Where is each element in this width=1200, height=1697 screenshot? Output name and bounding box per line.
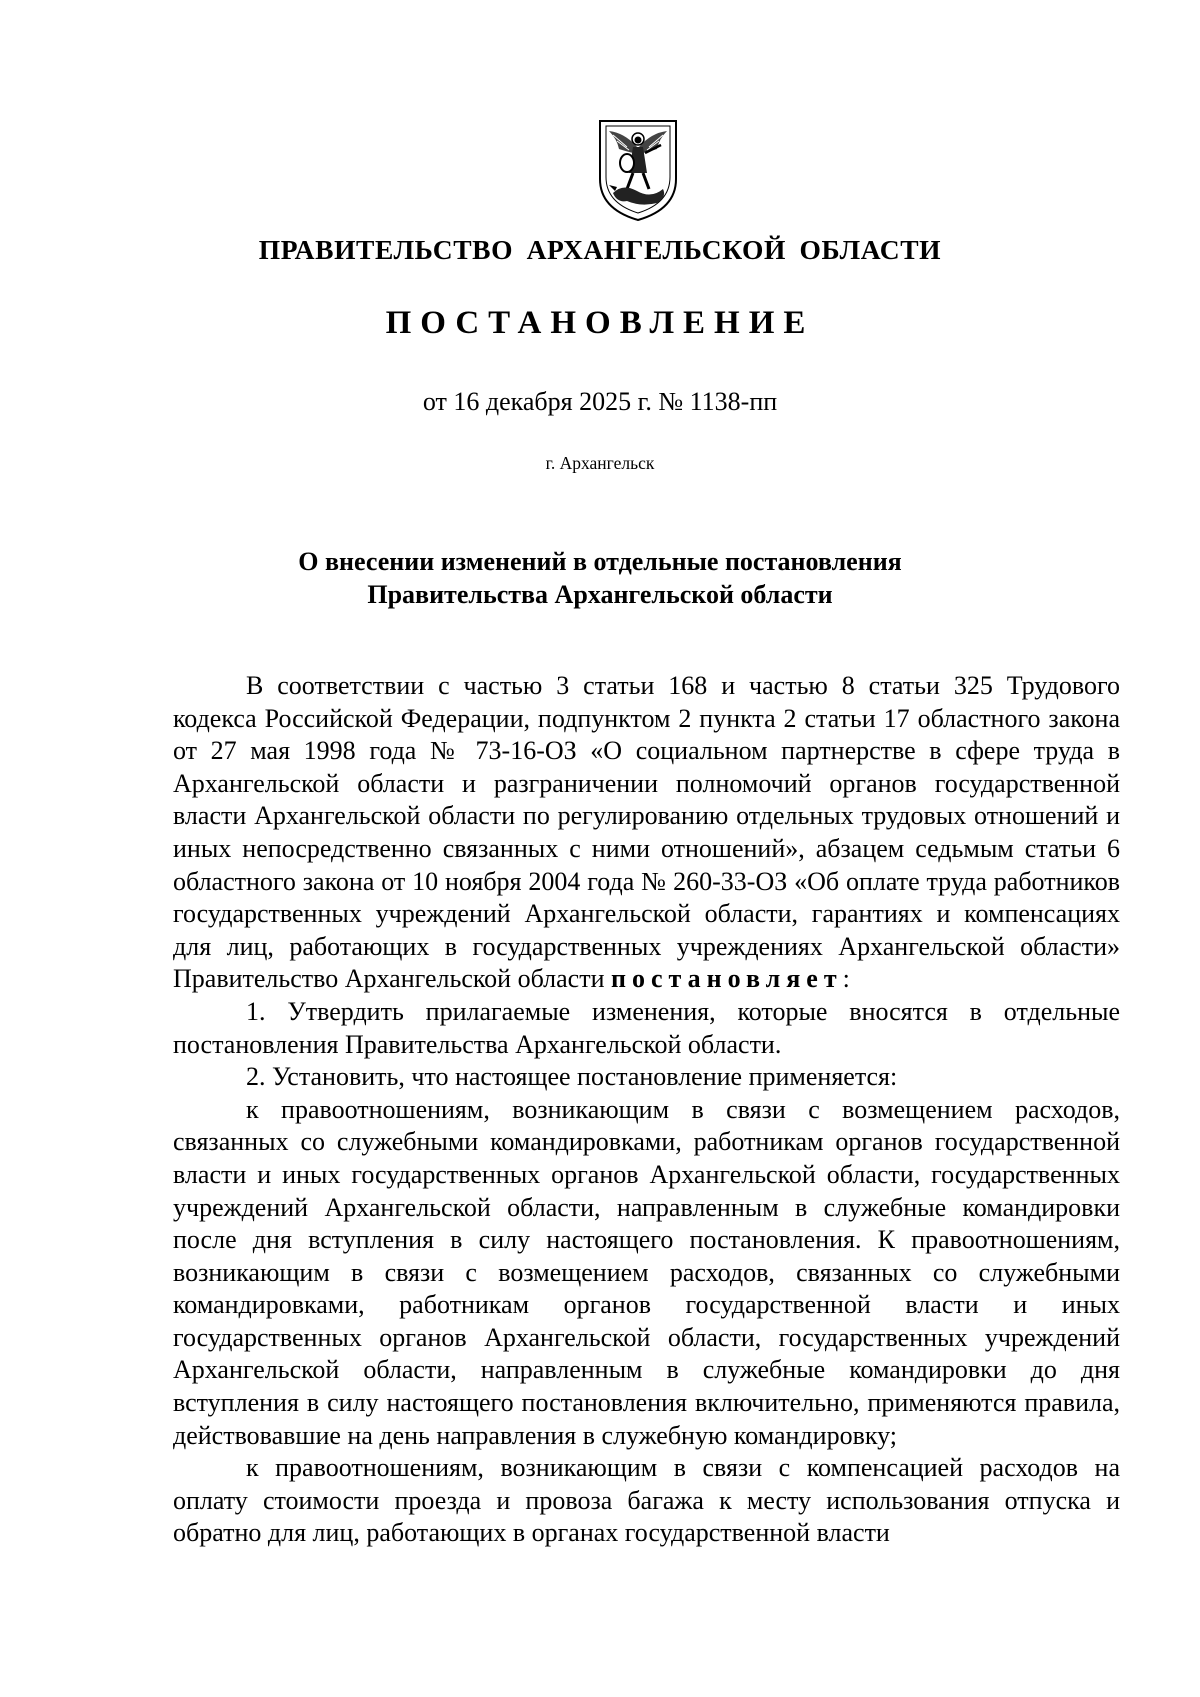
- item-1-paragraph: 1. Утвердить прилагаемые изменения, которые вносятся в отдельные постановления Правительства Архангельской области.: [173, 996, 1120, 1059]
- document-title-line-2: Правительства Архангельской области: [367, 580, 833, 609]
- document-title: [0, 545, 1200, 611]
- document-date-number: от 16 декабря 2025 г. № 1138-пп: [422, 387, 778, 416]
- document-type: ПОСТАНОВЛЕНИЕ: [385, 305, 815, 341]
- item-2a-paragraph: к правоотношениям, возникающим в связи с возмещением расходов, связанных со служебными командировками, работникам органов государственной власти и иных государственных органов Архангельской области, государственных учреждений Архангельской области, направленным в служебные командировки после дня вступления в силу настоящего постановления. К правоотношениям, возникающим в связи с возмещением расходов, связанных со служебными командировками, работникам органов государственной власти и иных государственных органов Архангельской области, государственных учреждений Архангельской области, направленным в служебные командировки до дня вступления в силу настоящего постановления включительно, применяются правила, действовавшие на день направления в служебную командировку;: [173, 1094, 1120, 1450]
- document-title-line-1: О внесении изменений в отдельные постановления: [298, 547, 902, 576]
- coat-of-arms-icon: [597, 117, 679, 223]
- item-2-paragraph: 2. Установить, что настоящее постановление применяется:: [246, 1062, 898, 1092]
- decree-word: постановляет: [611, 964, 843, 994]
- document-body: [173, 670, 1120, 1550]
- document-city: г. Архангельск: [545, 453, 655, 473]
- government-name: ПРАВИТЕЛЬСТВО АРХАНГЕЛЬСКОЙ ОБЛАСТИ: [258, 234, 942, 265]
- decree-colon: :: [842, 964, 850, 994]
- preamble-paragraph: [173, 670, 1120, 996]
- preamble-text: В соответствии с частью 3 статьи 168 и частью 8 статьи 325 Трудового кодекса Российской Федерации, подпунктом 2 пункта 2 статьи 17 областного закона от 27 мая 1998 года № 73-16-ОЗ «О социальном партнерстве в сфере труда в Архангельской области и разграничении полномочий органов государственной власти Архангельской области по регулированию отдельных трудовых отношений и иных непосредственно связанных с ними отношений», абзацем седьмым статьи 6 областного закона от 10 ноября 2004 года № 260-33-ОЗ «Об оплате труда работников государственных учреждений Архангельской области, гарантиях и компенсациях для лиц, работающих в государственных учреждениях Архангельской области» Правительство Архангельской области: [173, 671, 1120, 994]
- item-2b-paragraph: к правоотношениям, возникающим в связи с компенсацией расходов на оплату стоимости проезда и провоза багажа к месту использования отпуска и обратно для лиц, работающих в органах государственной власти: [173, 1453, 1120, 1548]
